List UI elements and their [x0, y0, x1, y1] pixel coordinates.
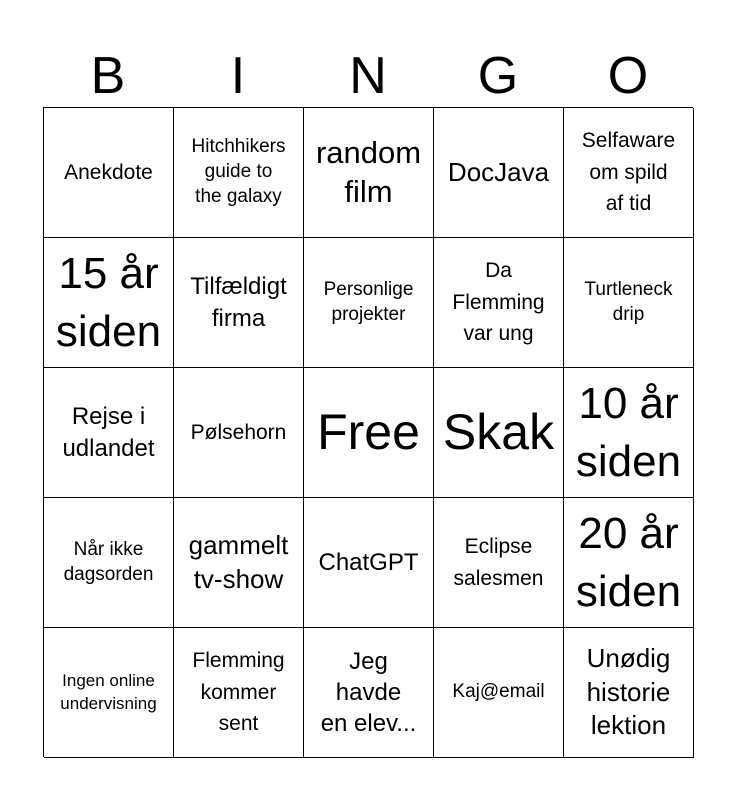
cell-text: Flemming kommer sent	[192, 649, 285, 736]
bingo-cell-r5-c1[interactable]	[44, 628, 174, 758]
header-letter-g: G	[477, 47, 519, 105]
header-letter-o: O	[607, 47, 649, 105]
cell-text: Free	[317, 404, 420, 460]
bingo-cell-r3-c2[interactable]	[174, 368, 304, 498]
cell-text: DocJava	[447, 156, 550, 187]
cell-text: Tilfældigt firma	[190, 273, 287, 332]
cell-text: 10 år siden	[575, 379, 682, 486]
bingo-cell-r1-c1[interactable]	[44, 108, 174, 238]
cell-text: Personlige projekter	[323, 278, 414, 325]
bingo-cell-r5-c2[interactable]	[174, 628, 304, 758]
cell-text: Pølsehorn	[190, 420, 287, 444]
bingo-cell-r5-c4[interactable]	[434, 628, 564, 758]
bingo-board	[43, 107, 693, 757]
cell-text: ChatGPT	[318, 548, 419, 576]
cell-text: Jeg havde en elev...	[320, 647, 417, 738]
cell-text: Rejse i udlandet	[62, 403, 155, 462]
cell-text: Anekdote	[64, 160, 153, 184]
cell-text: Eclipse salesmen	[453, 535, 544, 590]
bingo-cell-r5-c5[interactable]	[564, 628, 694, 758]
bingo-cell-free[interactable]	[304, 368, 434, 498]
cell-text: Hitchhikers guide to the galaxy	[191, 136, 286, 207]
cell-text: gammelt tv-show	[188, 529, 289, 594]
cell-text: 20 år siden	[575, 509, 682, 616]
header-letter-b: B	[90, 47, 126, 105]
bingo-cell-r4-c5[interactable]	[564, 498, 694, 628]
bingo-cell-r4-c4[interactable]	[434, 498, 564, 628]
bingo-cell-r2-c3[interactable]	[304, 238, 434, 368]
cell-text: 15 år siden	[55, 249, 162, 356]
bingo-cell-r2-c2[interactable]	[174, 238, 304, 368]
cell-text: Skak	[442, 404, 555, 460]
bingo-cell-r5-c3[interactable]	[304, 628, 434, 758]
bingo-cell-r4-c2[interactable]	[174, 498, 304, 628]
cell-text: Ingen online undervisning	[60, 671, 157, 713]
header-letter-n: N	[349, 47, 387, 105]
cell-text: Når ikke dagsorden	[63, 538, 154, 585]
bingo-header	[43, 44, 693, 108]
bingo-cell-r3-c5[interactable]	[564, 368, 694, 498]
cell-text: Da Flemming var ung	[452, 259, 545, 346]
cell-text: random film	[315, 134, 422, 209]
bingo-cell-r1-c5[interactable]	[564, 108, 694, 238]
cell-text: Unødig historie lektion	[586, 642, 671, 741]
bingo-cell-r1-c2[interactable]	[174, 108, 304, 238]
bingo-cell-r2-c1[interactable]	[44, 238, 174, 368]
cell-text: Selfaware om spild af tid	[581, 129, 676, 216]
bingo-cell-r3-c1[interactable]	[44, 368, 174, 498]
bingo-cell-r4-c1[interactable]	[44, 498, 174, 628]
bingo-cell-r1-c4[interactable]	[434, 108, 564, 238]
bingo-cell-r1-c3[interactable]	[304, 108, 434, 238]
header-letter-i: I	[230, 47, 246, 105]
bingo-cell-r3-c4[interactable]	[434, 368, 564, 498]
cell-text: Kaj@email	[452, 681, 545, 703]
bingo-cell-r4-c3[interactable]	[304, 498, 434, 628]
bingo-cell-r2-c5[interactable]	[564, 238, 694, 368]
bingo-cell-r2-c4[interactable]	[434, 238, 564, 368]
cell-text: Turtleneck drip	[584, 278, 673, 325]
